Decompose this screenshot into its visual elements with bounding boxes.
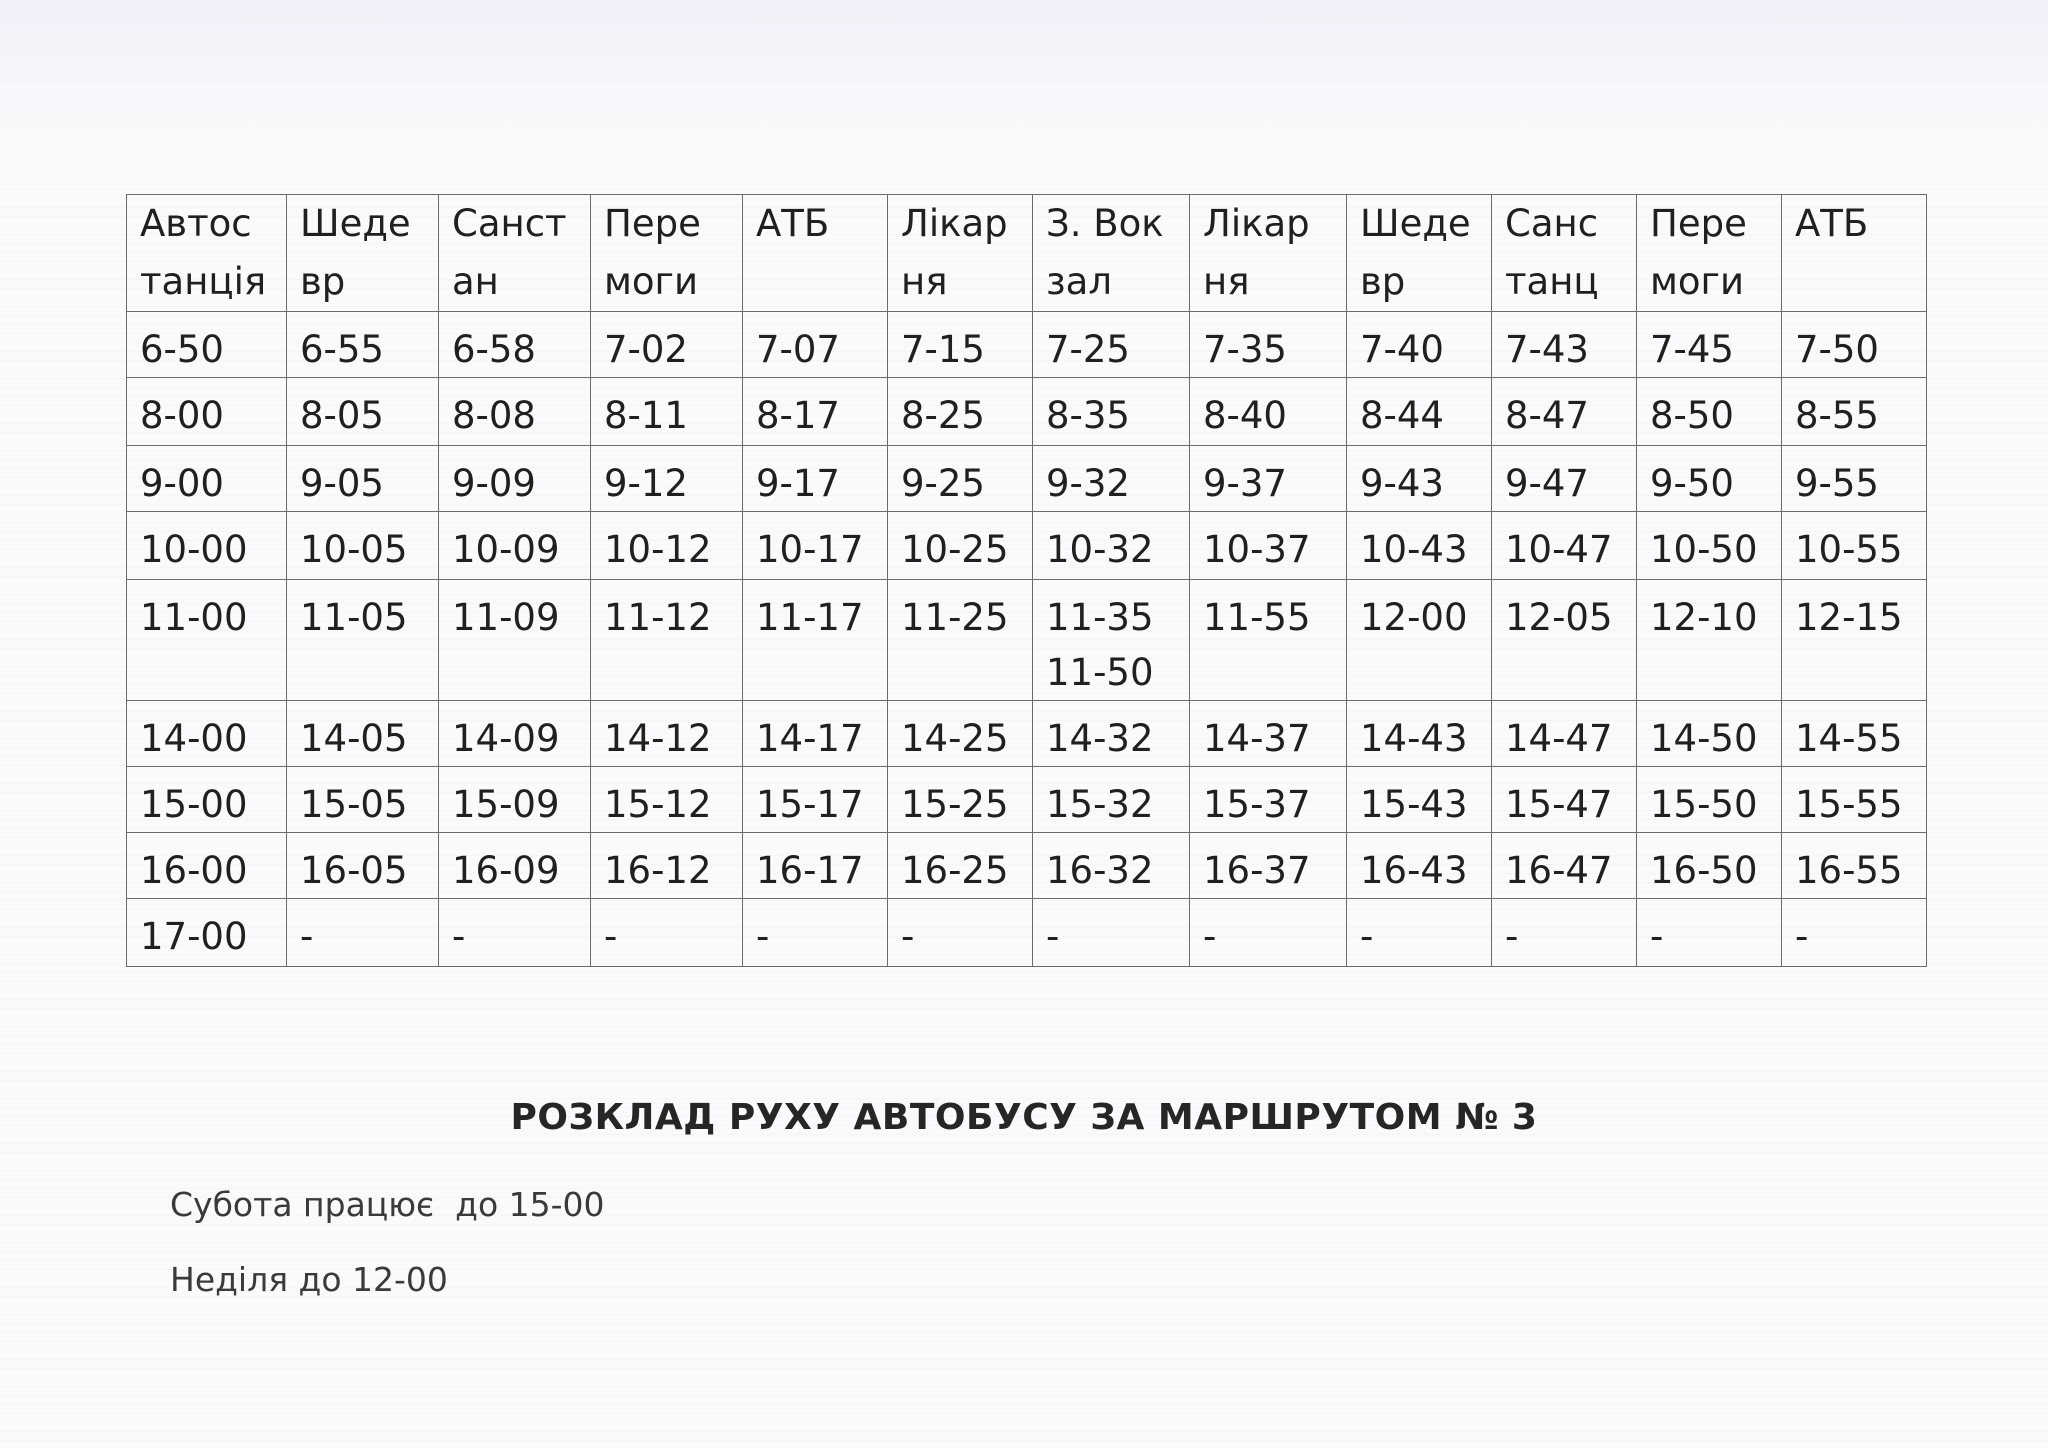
time-cell — [1782, 899, 1927, 967]
departure-time: 8-47 — [1505, 394, 1589, 437]
time-cell — [888, 580, 1033, 701]
departure-time: 11-50 — [1046, 651, 1154, 694]
departure-time: 9-37 — [1203, 462, 1287, 505]
departure-time: 7-45 — [1650, 328, 1734, 371]
header-cell-line: зал — [1046, 260, 1112, 303]
departure-time: 9-05 — [300, 462, 384, 505]
time-cell — [743, 701, 888, 767]
departure-time: 14-47 — [1505, 717, 1613, 760]
departure-time: 9-09 — [452, 462, 536, 505]
time-cell — [888, 378, 1033, 446]
departure-time: 11-05 — [300, 596, 408, 639]
time-cell — [1190, 899, 1347, 967]
time-cell — [1033, 767, 1190, 833]
departure-time: 14-00 — [140, 717, 248, 760]
departure-time: 11-00 — [140, 596, 248, 639]
departure-time: 10-00 — [140, 528, 248, 571]
time-cell — [1033, 512, 1190, 580]
header-cell-line: моги — [604, 260, 699, 303]
departure-time: 15-12 — [604, 783, 712, 826]
header-cell — [888, 195, 1033, 312]
departure-time: 16-32 — [1046, 849, 1154, 892]
departure-time: 6-50 — [140, 328, 224, 371]
time-cell — [1033, 580, 1190, 701]
departure-time: 11-09 — [452, 596, 560, 639]
departure-time: 17-00 — [140, 915, 248, 958]
header-cell — [439, 195, 591, 312]
table-row — [127, 446, 1927, 512]
time-cell — [1347, 512, 1492, 580]
time-cell — [1782, 580, 1927, 701]
time-cell — [127, 512, 287, 580]
time-cell — [591, 446, 743, 512]
departure-time: - — [1046, 915, 1060, 958]
departure-time: 16-55 — [1795, 849, 1903, 892]
header-cell — [1190, 195, 1347, 312]
departure-time: 15-09 — [452, 783, 560, 826]
time-cell — [743, 899, 888, 967]
departure-time: 7-25 — [1046, 328, 1130, 371]
departure-time: 8-08 — [452, 394, 536, 437]
departure-time: 11-17 — [756, 596, 864, 639]
time-cell — [1190, 378, 1347, 446]
time-cell — [888, 767, 1033, 833]
time-cell — [1347, 833, 1492, 899]
time-cell — [439, 701, 591, 767]
header-cell-line: вр — [300, 260, 346, 303]
departure-time: 16-47 — [1505, 849, 1613, 892]
table-row — [127, 701, 1927, 767]
departure-time: - — [604, 915, 618, 958]
header-cell-line: Санст — [452, 202, 567, 245]
time-cell — [743, 312, 888, 378]
header-cell — [591, 195, 743, 312]
header-cell-line: ня — [1203, 260, 1250, 303]
time-cell — [591, 378, 743, 446]
header-cell — [1782, 195, 1927, 312]
time-cell — [743, 512, 888, 580]
departure-time: 14-32 — [1046, 717, 1154, 760]
time-cell — [127, 378, 287, 446]
departure-time: 14-12 — [604, 717, 712, 760]
time-cell — [888, 312, 1033, 378]
time-cell — [591, 701, 743, 767]
header-cell-line: Автос — [140, 202, 252, 245]
departure-time: 15-32 — [1046, 783, 1154, 826]
time-cell — [591, 833, 743, 899]
time-cell — [1190, 512, 1347, 580]
time-cell — [439, 312, 591, 378]
time-cell — [1033, 833, 1190, 899]
time-cell — [1033, 899, 1190, 967]
time-cell — [591, 767, 743, 833]
departure-time: 7-07 — [756, 328, 840, 371]
time-cell — [1190, 312, 1347, 378]
departure-time: 16-43 — [1360, 849, 1468, 892]
table-row — [127, 899, 1927, 967]
departure-time: 11-25 — [901, 596, 1009, 639]
departure-time: 15-00 — [140, 783, 248, 826]
time-cell — [1492, 767, 1637, 833]
departure-time: 10-47 — [1505, 528, 1613, 571]
time-cell — [888, 512, 1033, 580]
time-cell — [743, 446, 888, 512]
departure-time: 7-15 — [901, 328, 985, 371]
time-cell — [127, 899, 287, 967]
time-cell — [287, 833, 439, 899]
departure-time: 15-50 — [1650, 783, 1758, 826]
time-cell — [1347, 378, 1492, 446]
departure-time: 14-43 — [1360, 717, 1468, 760]
header-cell — [1492, 195, 1637, 312]
time-cell — [287, 580, 439, 701]
time-cell — [127, 833, 287, 899]
time-cell — [1033, 378, 1190, 446]
time-cell — [1347, 701, 1492, 767]
departure-time: - — [1650, 915, 1664, 958]
time-cell — [1782, 378, 1927, 446]
departure-time: 8-25 — [901, 394, 985, 437]
time-cell — [1782, 833, 1927, 899]
departure-time: - — [901, 915, 915, 958]
header-cell-line: вр — [1360, 260, 1406, 303]
time-cell — [1637, 446, 1782, 512]
header-cell-line: Лікар — [901, 202, 1008, 245]
time-cell — [591, 312, 743, 378]
departure-time: 10-09 — [452, 528, 560, 571]
time-cell — [1637, 512, 1782, 580]
departure-time: 7-43 — [1505, 328, 1589, 371]
header-cell-line: танц — [1505, 260, 1599, 303]
time-cell — [1492, 446, 1637, 512]
departure-time: 16-25 — [901, 849, 1009, 892]
departure-time: 10-43 — [1360, 528, 1468, 571]
time-cell — [1033, 701, 1190, 767]
time-cell — [1033, 446, 1190, 512]
departure-time: 12-05 — [1505, 596, 1613, 639]
time-cell — [287, 512, 439, 580]
departure-time: 12-00 — [1360, 596, 1468, 639]
departure-time: 8-11 — [604, 394, 688, 437]
departure-time: 11-12 — [604, 596, 712, 639]
departure-time: 11-35 — [1046, 596, 1154, 639]
time-cell — [1492, 701, 1637, 767]
departure-time: - — [300, 915, 314, 958]
departure-time: 10-05 — [300, 528, 408, 571]
departure-time: 16-09 — [452, 849, 560, 892]
time-cell — [439, 580, 591, 701]
departure-time: 9-25 — [901, 462, 985, 505]
departure-time: 11-55 — [1203, 596, 1311, 639]
header-cell — [287, 195, 439, 312]
time-cell — [287, 312, 439, 378]
time-cell — [743, 378, 888, 446]
departure-time: 8-50 — [1650, 394, 1734, 437]
departure-time: 14-09 — [452, 717, 560, 760]
departure-time: - — [452, 915, 466, 958]
table-row — [127, 378, 1927, 446]
header-cell-line: Санс — [1505, 202, 1599, 245]
time-cell — [1492, 378, 1637, 446]
header-cell-line: Шеде — [1360, 202, 1471, 245]
departure-time: 9-12 — [604, 462, 688, 505]
time-cell — [1637, 767, 1782, 833]
header-cell — [1637, 195, 1782, 312]
departure-time: 15-43 — [1360, 783, 1468, 826]
departure-time: 14-37 — [1203, 717, 1311, 760]
time-cell — [1782, 312, 1927, 378]
time-cell — [1782, 701, 1927, 767]
time-cell — [1782, 767, 1927, 833]
departure-time: 7-50 — [1795, 328, 1879, 371]
departure-time: 10-50 — [1650, 528, 1758, 571]
time-cell — [1637, 580, 1782, 701]
time-cell — [127, 580, 287, 701]
departure-time: 10-55 — [1795, 528, 1903, 571]
table-row — [127, 312, 1927, 378]
time-cell — [1782, 446, 1927, 512]
header-cell-line: Пере — [604, 202, 701, 245]
departure-time: 15-05 — [300, 783, 408, 826]
departure-time: 10-37 — [1203, 528, 1311, 571]
departure-time: 7-40 — [1360, 328, 1444, 371]
time-cell — [743, 580, 888, 701]
departure-time: 9-55 — [1795, 462, 1879, 505]
time-cell — [127, 312, 287, 378]
time-cell — [888, 701, 1033, 767]
time-cell — [1637, 378, 1782, 446]
time-cell — [127, 701, 287, 767]
time-cell — [439, 378, 591, 446]
departure-time: 16-17 — [756, 849, 864, 892]
departure-time: - — [1203, 915, 1217, 958]
departure-time: 15-55 — [1795, 783, 1903, 826]
time-cell — [1347, 767, 1492, 833]
departure-time: 10-25 — [901, 528, 1009, 571]
departure-time: 16-00 — [140, 849, 248, 892]
departure-time: - — [756, 915, 770, 958]
time-cell — [1492, 312, 1637, 378]
departure-time: 9-32 — [1046, 462, 1130, 505]
time-cell — [1190, 701, 1347, 767]
time-cell — [439, 446, 591, 512]
time-cell — [743, 767, 888, 833]
time-cell — [1033, 312, 1190, 378]
time-cell — [287, 446, 439, 512]
departure-time: - — [1505, 915, 1519, 958]
time-cell — [1347, 899, 1492, 967]
time-cell — [439, 899, 591, 967]
departure-time: 8-05 — [300, 394, 384, 437]
departure-time: 16-12 — [604, 849, 712, 892]
time-cell — [1347, 580, 1492, 701]
departure-time: 9-00 — [140, 462, 224, 505]
departure-time: 10-17 — [756, 528, 864, 571]
departure-time: 8-17 — [756, 394, 840, 437]
departure-time: 7-35 — [1203, 328, 1287, 371]
departure-time: 16-37 — [1203, 849, 1311, 892]
table-row — [127, 512, 1927, 580]
time-cell — [1637, 312, 1782, 378]
time-cell — [1782, 512, 1927, 580]
time-cell — [439, 833, 591, 899]
departure-time: 14-17 — [756, 717, 864, 760]
departure-time: 15-25 — [901, 783, 1009, 826]
departure-time: 15-47 — [1505, 783, 1613, 826]
header-cell-line: Шеде — [300, 202, 411, 245]
header-cell-line: Лікар — [1203, 202, 1310, 245]
departure-time: 15-17 — [756, 783, 864, 826]
time-cell — [1637, 899, 1782, 967]
time-cell — [1637, 833, 1782, 899]
departure-time: 14-55 — [1795, 717, 1903, 760]
header-cell — [1347, 195, 1492, 312]
header-row — [127, 195, 1927, 312]
departure-time: 6-55 — [300, 328, 384, 371]
time-cell — [1347, 446, 1492, 512]
departure-time: 15-37 — [1203, 783, 1311, 826]
schedule-title: РОЗКЛАД РУХУ АВТОБУСУ ЗА МАРШРУТОМ № 3 — [510, 1097, 1538, 1138]
time-cell — [1637, 701, 1782, 767]
header-cell — [127, 195, 287, 312]
time-cell — [439, 767, 591, 833]
time-cell — [439, 512, 591, 580]
departure-time: - — [1795, 915, 1809, 958]
time-cell — [127, 767, 287, 833]
schedule-header — [127, 195, 1927, 312]
table-row — [127, 767, 1927, 833]
header-cell-line: З. Вок — [1046, 202, 1164, 245]
departure-time: 8-44 — [1360, 394, 1444, 437]
time-cell — [127, 446, 287, 512]
time-cell — [591, 899, 743, 967]
departure-time: 12-10 — [1650, 596, 1758, 639]
time-cell — [1190, 580, 1347, 701]
sunday-note: Неділя до 12-00 — [170, 1260, 448, 1299]
time-cell — [1492, 512, 1637, 580]
time-cell — [1492, 580, 1637, 701]
departure-time: 7-02 — [604, 328, 688, 371]
departure-time: 9-43 — [1360, 462, 1444, 505]
bus-schedule-table — [126, 194, 1927, 967]
departure-time: 12-15 — [1795, 596, 1903, 639]
departure-time: 8-40 — [1203, 394, 1287, 437]
departure-time: 16-50 — [1650, 849, 1758, 892]
header-cell-line: АТБ — [756, 202, 830, 245]
time-cell — [743, 833, 888, 899]
time-cell — [1492, 833, 1637, 899]
schedule-body — [127, 312, 1927, 967]
header-cell-line: Пере — [1650, 202, 1747, 245]
departure-time: 14-05 — [300, 717, 408, 760]
time-cell — [888, 833, 1033, 899]
departure-time: 8-35 — [1046, 394, 1130, 437]
time-cell — [888, 446, 1033, 512]
departure-time: 9-50 — [1650, 462, 1734, 505]
header-cell-line: танція — [140, 260, 267, 303]
time-cell — [1190, 833, 1347, 899]
departure-time: 14-25 — [901, 717, 1009, 760]
table-row — [127, 833, 1927, 899]
time-cell — [287, 899, 439, 967]
time-cell — [1190, 446, 1347, 512]
departure-time: 9-47 — [1505, 462, 1589, 505]
departure-time: 6-58 — [452, 328, 536, 371]
header-cell — [1033, 195, 1190, 312]
departure-time: 8-00 — [140, 394, 224, 437]
departure-time: 9-17 — [756, 462, 840, 505]
time-cell — [591, 580, 743, 701]
saturday-note: Субота працює до 15-00 — [170, 1185, 605, 1224]
departure-time: 8-55 — [1795, 394, 1879, 437]
time-cell — [1190, 767, 1347, 833]
header-cell-line: ня — [901, 260, 948, 303]
departure-time: 16-05 — [300, 849, 408, 892]
departure-time: 14-50 — [1650, 717, 1758, 760]
table-row — [127, 580, 1927, 701]
header-cell-line: АТБ — [1795, 202, 1869, 245]
time-cell — [1492, 899, 1637, 967]
departure-time: 10-32 — [1046, 528, 1154, 571]
time-cell — [1347, 312, 1492, 378]
time-cell — [591, 512, 743, 580]
time-cell — [287, 767, 439, 833]
time-cell — [888, 899, 1033, 967]
departure-time: 10-12 — [604, 528, 712, 571]
header-cell-line: ан — [452, 260, 499, 303]
departure-time: - — [1360, 915, 1374, 958]
header-cell — [743, 195, 888, 312]
time-cell — [287, 378, 439, 446]
header-cell-line: моги — [1650, 260, 1745, 303]
time-cell — [287, 701, 439, 767]
